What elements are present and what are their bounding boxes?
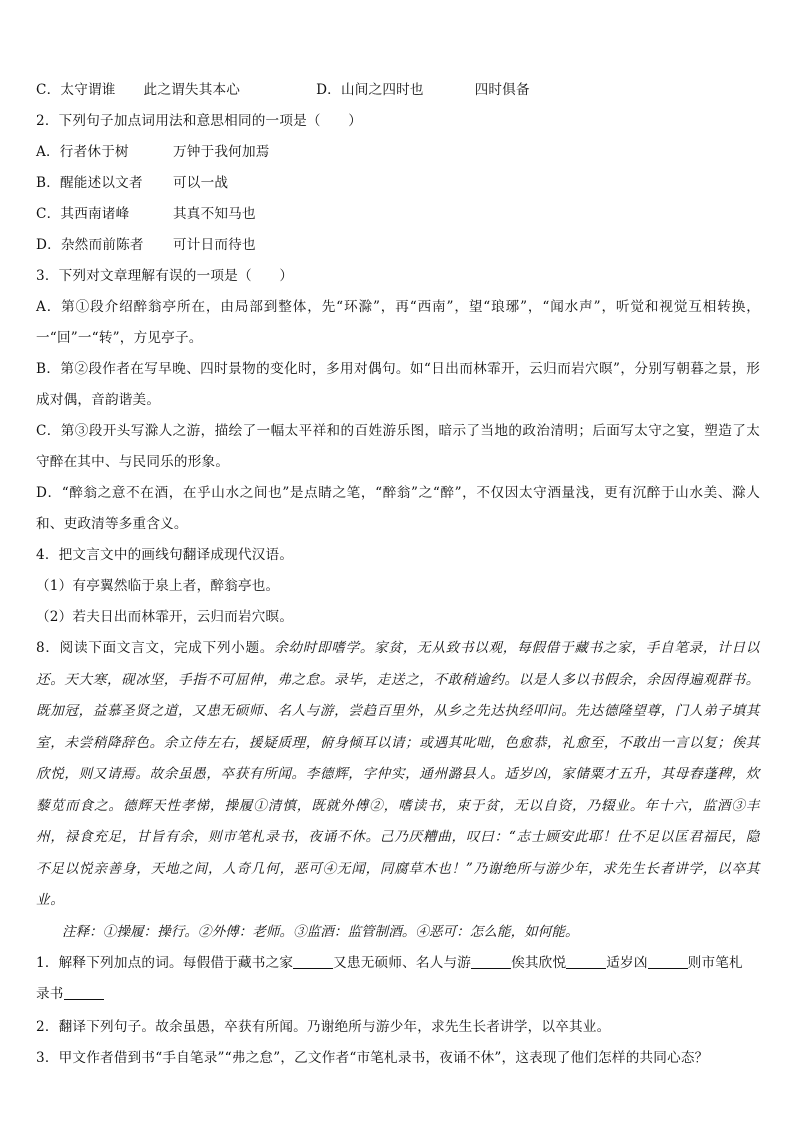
- q8-heading: 8．阅读下面文言文，完成下列小题。: [36, 640, 275, 656]
- q4-sentence-2: （2）若夫日出而林霏开，云归而岩穴暝。: [36, 609, 294, 625]
- q8-passage-block: [36, 633, 760, 917]
- q2-option-b: B．醒能述以文者 可以一战: [36, 175, 229, 191]
- q8-passage-text: 余幼时即嗜学。家贫，无从致书以观，每假借于藏书之家，手自笔录，计日以还。天大寒，砚冰坚，手指不可屈伸，弗之怠。录毕，走送之，不敢稍逾约。以是人多以书假余，余因得遍观群书。既加冠，益慕圣贤之道，又患无硕师、名人与游，尝趋百里外，从乡之先达执经叩问。先达德隆望尊，门人弟子填其室，未尝稍降辞色。余立侍左右，援疑质理，俯身倾耳以请；或遇其叱咄，色愈恭，礼愈至，不敢出一言以复；俟其欣悦，则又请焉。故余虽愚，卒获有所闻。李德辉，字仲实，通州潞县人。适岁凶，家储粟才五升，其母舂蓬稗，炊藜苋而食之。德辉天性孝悌，操履①清慎，既就外傅②，嗜读书，束于贫，无以自资，乃辍业。年十六，监酒③丰州，禄食充足，甘旨有余，则市笔札录书，夜诵不休。己乃厌糟曲，叹曰：“志士顾安此耶！仕不足以匡君福民，隐不足以悦亲善身，天地之间，人奇几何，恶可④无闻，同腐草木也！”乃谢绝所与游少年，求先生长者讲学，以卒其业。: [36, 640, 760, 908]
- q2-option-d: D．杂然而前陈者 可计日而待也: [36, 237, 256, 253]
- q2-stem: 2．下列句子加点词用法和意思相同的一项是（ ）: [36, 113, 363, 129]
- q1-option-d-label: D．山间之四时也: [316, 82, 424, 98]
- q1-option-d-text: 四时俱备: [474, 82, 530, 98]
- q2-option-a: A．行者休于树 万钟于我何加焉: [36, 144, 270, 160]
- q1-option-c-label: C．太守谓谁: [36, 82, 116, 98]
- answer-blank[interactable]: [471, 954, 511, 969]
- answer-blank[interactable]: [648, 954, 688, 969]
- document-page: [36, 78, 760, 1074]
- q1-option-row: [36, 75, 760, 106]
- q1-option-c-text: 此之谓失其本心: [143, 82, 241, 98]
- q4-stem: 4．把文言文中的画线句翻译成现代汉语。: [36, 547, 294, 563]
- q3-option-d: D．“醉翁之意不在酒，在乎山水之间也”是点睛之笔，“醉翁”之“醉”，不仅因太守酒量浅，更有沉醉于山水美、滁人和、吏政清等多重含义。: [36, 485, 760, 532]
- q3-option-b: B．第②段作者在写早晚、四时景物的变化时，多用对偶句。如“日出而林霏开，云归而岩穴暝”，分别写朝暮之景，形成对偶，音韵谐美。: [36, 361, 760, 408]
- q4-sentence-1: （1）有亭翼然临于泉上者，醉翁亭也。: [36, 578, 280, 594]
- answer-blank[interactable]: [293, 954, 333, 969]
- answer-blank[interactable]: [566, 954, 606, 969]
- answer-blank[interactable]: [64, 985, 104, 1000]
- sub-question-3: 3．甲文作者借到书“手自笔录”“弗之怠”，乙文作者“市笔札录书，夜诵不休”，这表现了他们怎样的共同心态？: [36, 1049, 709, 1066]
- q3-stem: 3．下列对文章理解有误的一项是（ ）: [36, 268, 294, 284]
- sub-question-1: 1．解释下列加点的词。每假借于藏书之家 又患无硕师、名人与游 俟其欣悦 适岁凶 则市笔札 录书: [36, 954, 743, 1002]
- q3-option-c: C．第③段开头写滁人之游，描绘了一幅太平祥和的百姓游乐图，暗示了当地的政治清明；后面写太守之宴，塑造了太守醉在其中、与民同乐的形象。: [36, 423, 760, 470]
- q8-annotation: 注释：①操履：操行。②外傅：老师。③监酒：监管制酒。④恶可：怎么能，如何能。: [62, 923, 579, 940]
- q3-option-a: A．第①段介绍醉翁亭所在，由局部到整体，先“环滁”，再“西南”，望“琅琊”，“闻水声”，听觉和视觉互相转换，一“回”一“转”，方见亭子。: [36, 299, 760, 346]
- q2-option-c: C．其西南诸峰 其真不知马也: [36, 206, 256, 222]
- sub-question-2: 2．翻译下列句子。故余虽愚，卒获有所闻。乃谢绝所与游少年，求先生长者讲学，以卒其业。: [36, 1018, 611, 1035]
